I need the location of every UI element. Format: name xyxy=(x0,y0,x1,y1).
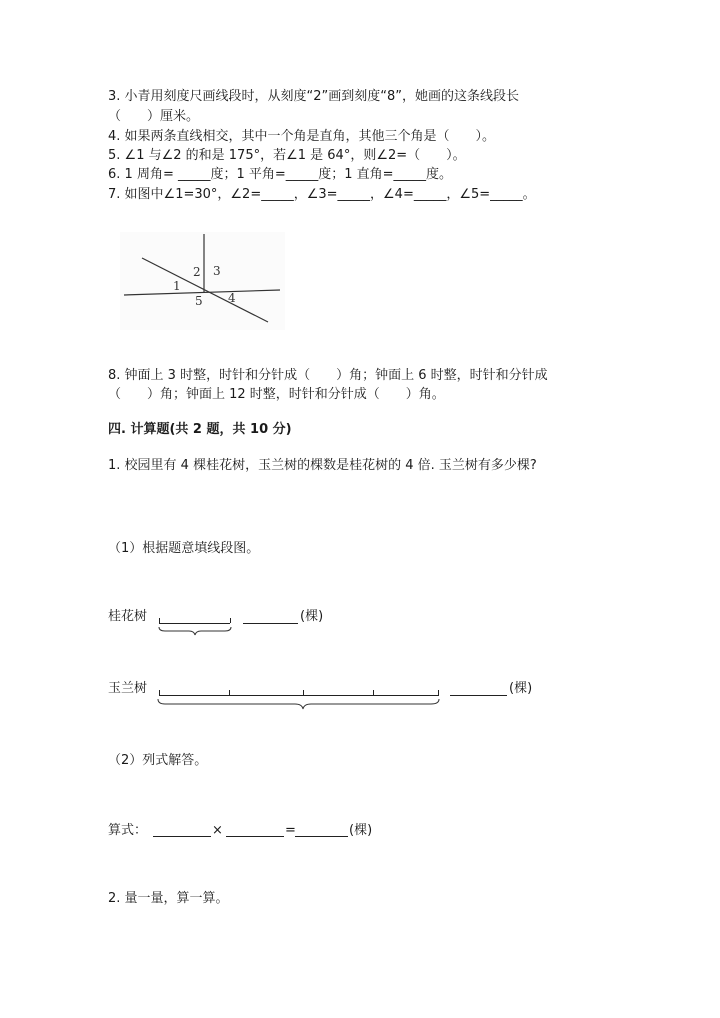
row-1-answer-blank[interactable] xyxy=(243,623,298,624)
angle-figure xyxy=(120,232,285,330)
question-8-line-1: 8. 钟面上 3 时整，时针和分针成（ ）角；钟面上 6 时整，时针和分针成 xyxy=(108,368,548,383)
formula-label: 算式： xyxy=(108,823,148,838)
problem-1-text: 1. 校园里有 4 棵桂花树，玉兰树的棵数是桂花树的 4 倍. 玉兰树有多少棵? xyxy=(108,458,537,473)
segment-2-brace xyxy=(155,697,443,711)
section-4-title: 四. 计算题(共 2 题，共 10 分) xyxy=(108,422,292,437)
formula-unit: (棵) xyxy=(349,823,373,838)
segment-1-tick-end xyxy=(230,618,231,623)
segment-1-line xyxy=(159,623,230,624)
segment-2-line xyxy=(159,695,439,696)
angle-label-2: 2 xyxy=(193,265,201,279)
angle-label-3: 3 xyxy=(213,264,221,278)
formula-blank-1[interactable] xyxy=(153,836,211,837)
formula-blank-3[interactable] xyxy=(295,836,348,837)
question-6: 6. 1 周角= _____度；1 平角=_____度；1 直角=_____度。 xyxy=(108,167,453,182)
angle-label-1: 1 xyxy=(173,279,181,293)
row-2-answer-blank[interactable] xyxy=(450,695,507,696)
problem-2-text: 2. 量一量，算一算。 xyxy=(108,891,229,906)
question-3-line-2: （ ）厘米。 xyxy=(108,109,200,124)
subquestion-2: （2）列式解答。 xyxy=(108,753,208,768)
formula-times: × xyxy=(212,823,223,838)
question-3-line-1: 3. 小青用刻度尺画线段时，从刻度“2”画到刻度“8”，她画的这条线段长 xyxy=(108,89,520,104)
question-4: 4. 如果两条直线相交，其中一个角是直角，其他三个角是（ ）。 xyxy=(108,129,496,144)
subquestion-1: （1）根据题意填线段图。 xyxy=(108,541,260,556)
segment-1-brace xyxy=(157,625,233,637)
question-8-line-2: （ ）角；钟面上 12 时整，时针和分针成（ ）角。 xyxy=(108,387,445,402)
formula-equals: = xyxy=(285,823,296,838)
row-2-unit: (棵) xyxy=(509,681,533,696)
row-2-label: 玉兰树 xyxy=(108,681,148,696)
angle-label-5: 5 xyxy=(195,294,203,308)
question-7: 7. 如图中∠1=30°，∠2=_____，∠3=_____，∠4=_____，∠5=_____。 xyxy=(108,187,536,202)
question-5: 5. ∠1 与∠2 的和是 175°，若∠1 是 64°，则∠2=（ ）。 xyxy=(108,148,466,163)
angle-label-4: 4 xyxy=(228,291,236,305)
row-1-label: 桂花树 xyxy=(108,609,148,624)
formula-blank-2[interactable] xyxy=(226,836,284,837)
row-1-unit: (棵) xyxy=(300,609,324,624)
